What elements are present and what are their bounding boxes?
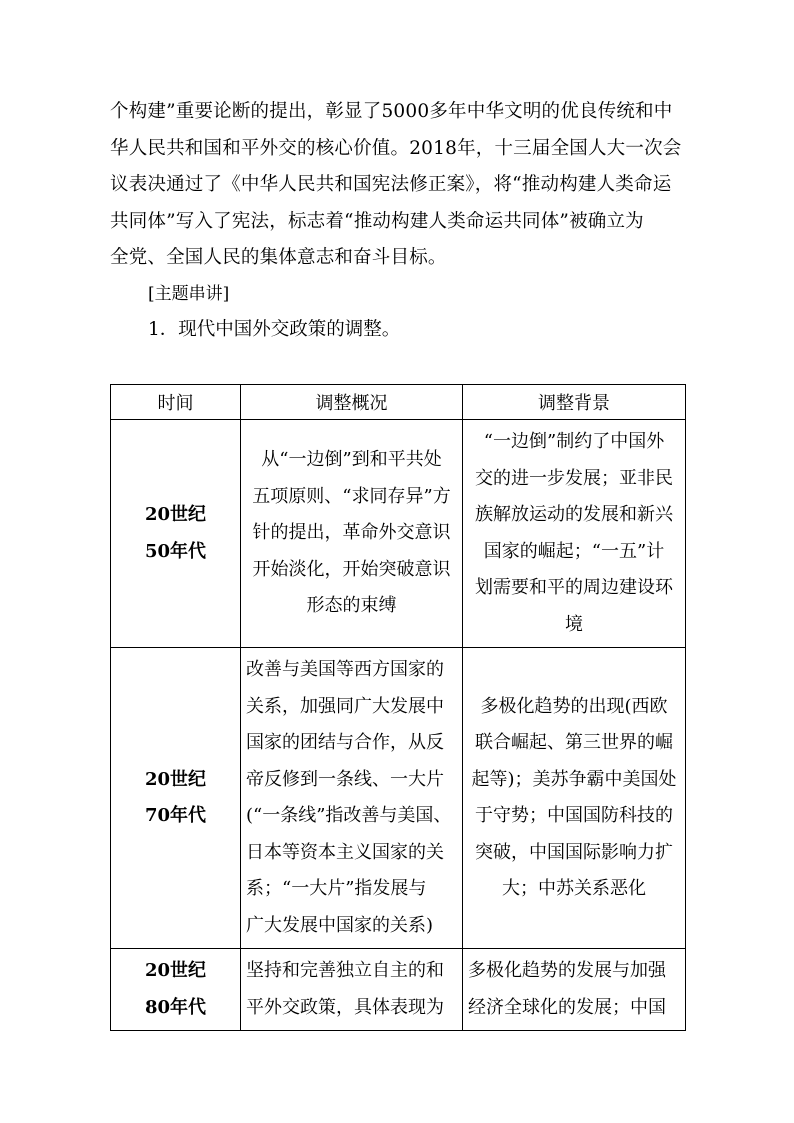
overview-line: 改善与美国等西方国家的 — [246, 659, 444, 680]
background-line: 国家的崛起；“一五”计 — [483, 540, 665, 562]
time-cell — [111, 949, 241, 1031]
background-line: 大；中苏关系恶化 — [502, 878, 646, 899]
overview-line: 关系，加强同广大发展中 — [246, 695, 444, 717]
overview-line: 形态的束缚 — [306, 595, 397, 617]
intro-line: 全党、全国人民的集体意志和奋斗目标。 — [110, 247, 447, 268]
time-line: 80年代 — [144, 996, 207, 1018]
overview-line: 开始淡化，开始突破意识 — [252, 558, 451, 580]
section-heading: [主题串讲] — [148, 284, 230, 304]
background-line: 经济全球化的发展；中国 — [468, 996, 666, 1018]
overview-line: 系；“一大片”指发展与 — [246, 878, 427, 899]
background-line: 境 — [565, 613, 583, 635]
time-line: 70年代 — [144, 805, 207, 826]
intro-line: 议表决通过了《中华人民共和国宪法修正案》，将“推动构建人类命运 — [110, 174, 672, 195]
overview-cell — [241, 949, 463, 1031]
time-line: 50年代 — [144, 540, 207, 562]
intro-line: 个构建”重要论断的提出，彰显了5000多年中华文明的优良传统和中 — [110, 101, 673, 122]
background-line: 交的进一步发展；亚非民 — [475, 467, 673, 489]
overview-line: 帝反修到一条线、一大片 — [246, 768, 444, 790]
table-row — [111, 949, 686, 1031]
background-line: 划需要和平的周边建设环 — [475, 577, 673, 598]
table-row — [111, 420, 686, 648]
header-background: 调整背景 — [463, 385, 686, 420]
background-line: 多极化趋势的出现(西欧 — [480, 695, 668, 717]
overview-line: 五项原则、“求同存异”方 — [252, 485, 451, 507]
overview-line: 坚持和完善独立自主的和 — [246, 960, 444, 981]
item-title: 1．现代中国外交政策的调整。 — [148, 319, 401, 340]
background-line: 族解放运动的发展和新兴 — [475, 504, 673, 525]
background-line: “一边倒”制约了中国外 — [483, 431, 665, 452]
table-header-row — [111, 385, 686, 420]
intro-line: 共同体”写入了宪法，标志着“推动构建人类命运共同体”被确立为 — [110, 210, 644, 232]
overview-line: 从“一边倒”到和平共处 — [261, 449, 442, 471]
overview-cell — [241, 420, 463, 648]
header-overview: 调整概况 — [241, 385, 463, 420]
background-line: 联合崛起、第三世界的崛 — [475, 732, 673, 753]
overview-line: (“一条线”指改善与美国、 — [246, 805, 452, 826]
overview-cell — [241, 648, 463, 949]
background-cell — [463, 420, 686, 648]
background-line: 于守势；中国国防科技的 — [475, 805, 673, 826]
time-cell — [111, 420, 241, 648]
overview-line: 广大发展中国家的关系) — [246, 914, 434, 936]
overview-line: 针的提出，革命外交意识 — [252, 522, 451, 544]
time-line: 20世纪 — [144, 504, 207, 525]
intro-paragraph — [110, 94, 690, 277]
overview-line: 平外交政策，具体表现为 — [246, 996, 444, 1018]
background-cell — [463, 648, 686, 949]
background-cell — [463, 949, 686, 1031]
intro-line: 华人民共和国和平外交的核心价值。2018年，十三届全国人大一次会 — [110, 137, 682, 159]
time-line: 20世纪 — [144, 768, 207, 790]
time-line: 20世纪 — [144, 960, 207, 981]
background-line: 多极化趋势的发展与加强 — [468, 960, 666, 981]
background-line: 突破，中国国际影响力扩 — [475, 841, 673, 863]
overview-line: 日本等资本主义国家的关 — [246, 841, 444, 863]
time-cell — [111, 648, 241, 949]
background-line: 起等)；美苏争霸中美国处 — [471, 768, 677, 790]
header-time: 时间 — [111, 385, 241, 420]
overview-line: 国家的团结与合作，从反 — [246, 732, 444, 753]
table-row — [111, 648, 686, 949]
policy-table — [110, 384, 686, 1031]
